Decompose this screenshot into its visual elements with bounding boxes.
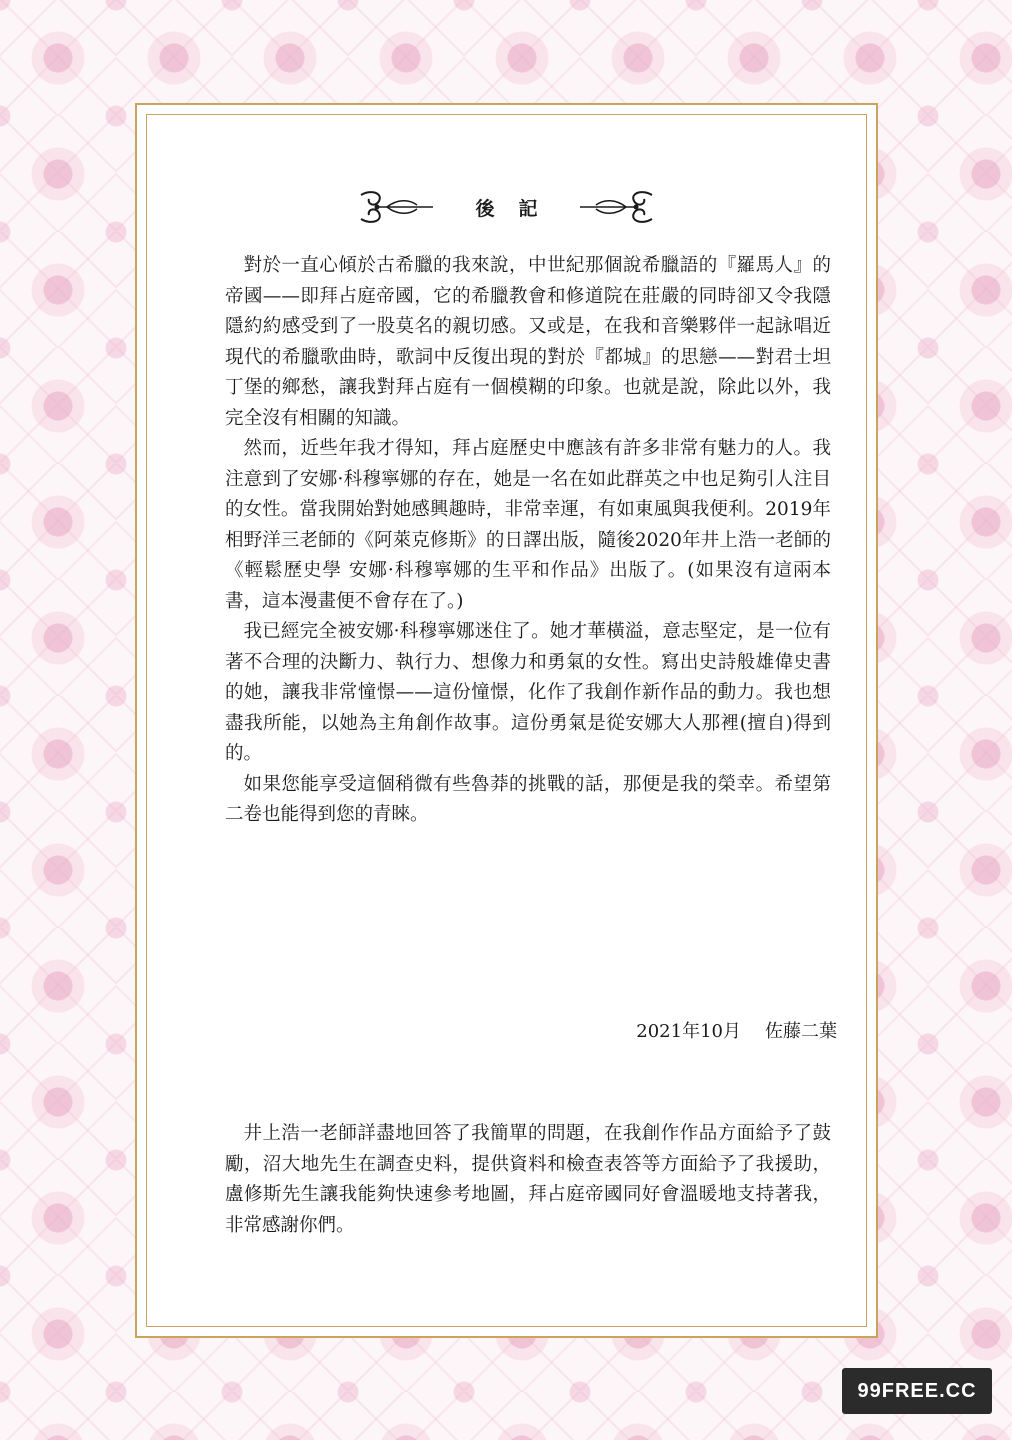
- afterword-heading: [137, 185, 876, 229]
- right-flourish-icon: [576, 187, 656, 227]
- signature-line: [137, 1017, 837, 1043]
- signature-author: 佐藤二葉: [765, 1021, 837, 1042]
- paragraph: 如果您能享受這個稍微有些魯莽的挑戰的話，那便是我的榮幸。希望第二卷也能得到您的青睞。: [225, 773, 831, 825]
- acknowledgements: 井上浩一老師詳盡地回答了我簡單的問題，在我創作作品方面給予了鼓勵，沼大地先生在調查史料，提供資料和檢查表答等方面給予了我援助，盧修斯先生讓我能夠快速參考地圖，拜占庭帝國同好會溫暖地支持著我，非常感謝你們。: [225, 1123, 831, 1236]
- page-frame: [135, 103, 878, 1338]
- paragraph: 我已經完全被安娜·科穆寧娜迷住了。她才華橫溢，意志堅定，是一位有著不合理的決斷力、執行力、想像力和勇氣的女性。寫出史詩般雄偉史書的她，讓我非常憧憬——這份憧憬，化作了我創作新作品的動力。我也想盡我所能，以她為主角創作故事。這份勇氣是從安娜大人那裡(擅自)得到的。: [225, 621, 831, 764]
- page-title: 後記: [475, 197, 562, 220]
- paragraph: 對於一直心傾於古希臘的我來說，中世紀那個說希臘語的『羅馬人』的帝國——即拜占庭帝國，它的希臘教會和修道院在莊嚴的同時卻又令我隱隱約約感受到了一股莫名的親切感。又或是，在我和音樂夥伴一起詠唱近現代的希臘歌曲時，歌詞中反復出現的對於『都城』的思戀——對君士坦丁堡的鄉愁，讓我對拜占庭有一個模糊的印象。也就是說，除此以外，我完全沒有相關的知識。: [225, 255, 831, 429]
- left-flourish-icon: [357, 187, 437, 227]
- afterword-body: [225, 251, 831, 831]
- watermark-badge: 99FREE.CC: [842, 1368, 992, 1414]
- paragraph: 然而，近些年我才得知，拜占庭歷史中應該有許多非常有魅力的人。我注意到了安娜·科穆寧娜的存在，她是一名在如此群英之中也足夠引人注目的女性。當我開始對她感興趣時，非常幸運，有如東風與我便利。2019年相野洋三老師的《阿萊克修斯》的日譯出版，隨後2020年井上浩一老師的《輕鬆歷史學 安娜·科穆寧娜的生平和作品》出版了。(如果沒有這兩本書，這本漫畫便不會存在了。): [225, 438, 831, 612]
- signature-date: 2021年10月: [636, 1021, 741, 1042]
